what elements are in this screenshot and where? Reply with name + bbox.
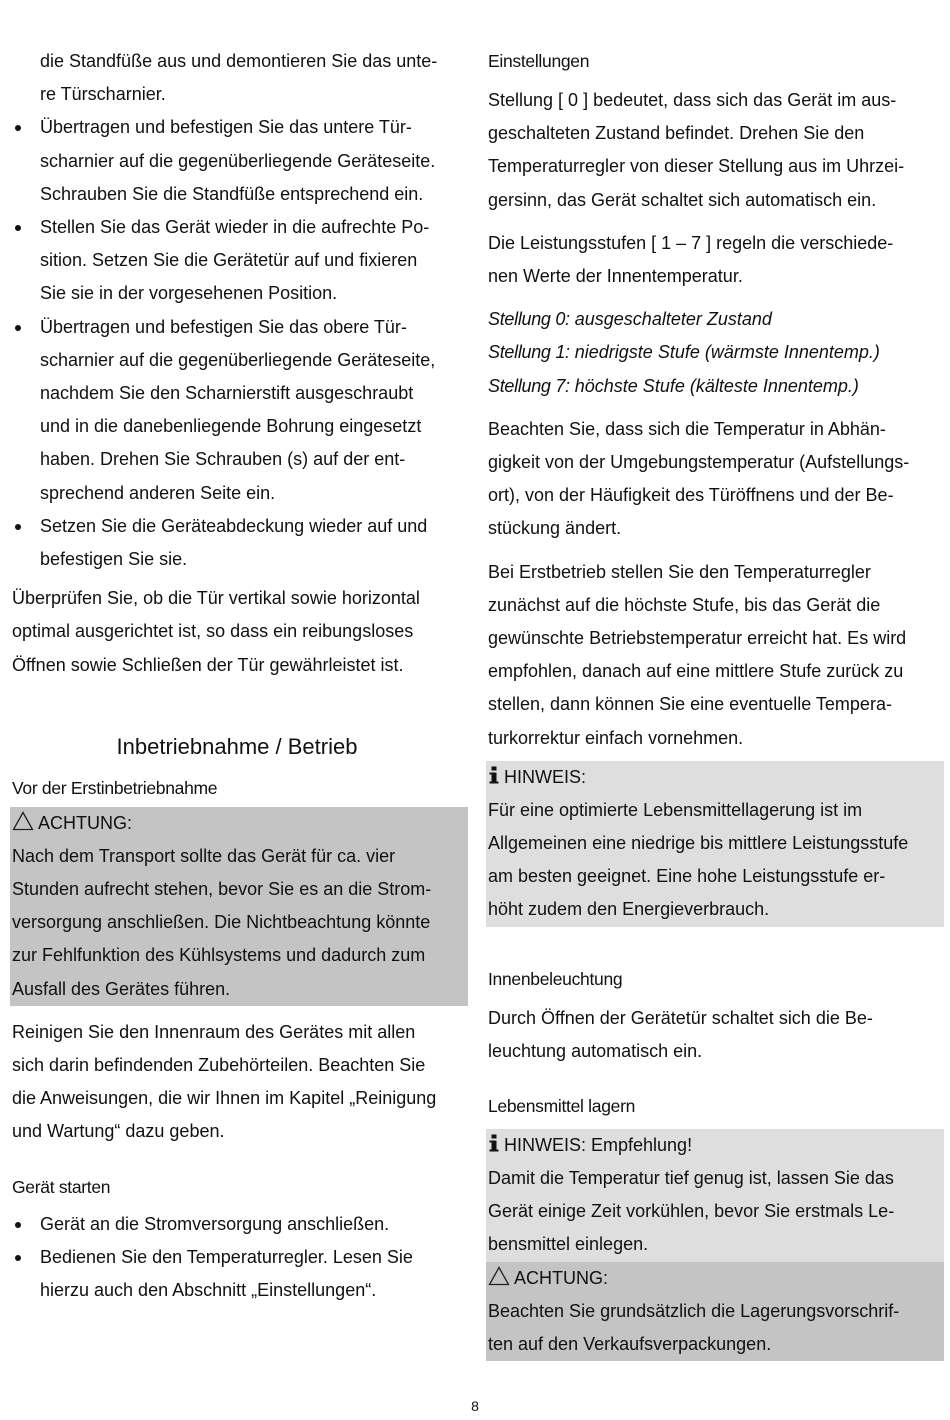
text-line: geschalteten Zustand befindet. Drehen Sie den (488, 123, 865, 144)
text-line: Stellung [ 0 ] bedeutet, dass sich das Gerät im aus- (488, 90, 897, 110)
warning-triangle-icon (12, 811, 34, 831)
text-line: Die Leistungsstufen [ 1 – 7 ] regeln die verschiede- (488, 232, 894, 253)
text-line: Öffnen sowie Schließen der Tür gewährleistet ist. (12, 654, 404, 675)
text-line: sich darin befindenden Zubehörteilen. Beachten Sie (12, 1055, 426, 1076)
text-line: gigkeit von der Umgebungstemperatur (Aufstellungs- (488, 452, 910, 473)
text-line: die Standfüße aus und demontieren Sie das unte- (40, 51, 438, 71)
list-item: Bedienen Sie den Temperaturregler. Lesen Sie (12, 1241, 466, 1274)
subheading-food-storage: Lebensmittel lagern (488, 1096, 636, 1117)
list-item: Setzen Sie die Geräteabdeckung wieder auf und (12, 510, 466, 543)
text-line: nachdem Sie den Scharnierstift ausgeschraubt (40, 383, 414, 404)
text-line: Reinigen Sie den Innenraum des Gerätes mit allen (12, 1021, 416, 1042)
text-line: befestigen Sie sie. (40, 549, 188, 570)
position-list (488, 303, 942, 403)
info-icon (488, 765, 500, 785)
position-label: Stellung 1: (488, 342, 570, 363)
text-line: zur Fehlfunktion des Kühlsystems und dadurch zum (12, 945, 426, 966)
text-line: stellen, dann können Sie eine eventuelle Tempera- (488, 694, 892, 715)
warning-box-transport (10, 807, 468, 1006)
settings-paragraph-2 (488, 227, 942, 293)
warning-text (12, 840, 466, 1006)
text-line: und in die danebenliegende Bohrung eingesetzt (40, 416, 422, 437)
text-line: Überprüfen Sie, ob die Tür vertikal sowie horizontal (12, 588, 420, 609)
text-line: gersinn, das Gerät schaltet sich automatisch ein. (488, 189, 877, 210)
subheading-start-device: Gerät starten (12, 1176, 111, 1197)
text-line: scharnier auf die gegenüberliegende Geräteseite. (40, 150, 436, 171)
text-line: nen Werte der Innentemperatur. (488, 266, 743, 287)
text-line: Sie sie in der vorgesehenen Position. (40, 283, 338, 304)
subheading-interior-light: Innenbeleuchtung (488, 968, 623, 989)
position-label: Stellung 7: (488, 375, 570, 396)
settings-paragraph-1 (488, 84, 942, 217)
text-line: scharnier auf die gegenüberliegende Geräteseite, (40, 349, 436, 370)
position-description: ausgeschalteter Zustand (569, 309, 772, 330)
hint-text (488, 794, 942, 927)
text-line: turkorrektur einfach vornehmen. (488, 727, 744, 748)
text-line: Beachten Sie grundsätzlich die Lagerungsvorschrif- (488, 1300, 900, 1321)
section-title: Inbetriebnahme / Betrieb (116, 733, 358, 759)
text-line: haben. Drehen Sie Schrauben (s) auf der ent- (40, 449, 406, 470)
position-item (488, 336, 942, 369)
text-line: die Anweisungen, die wir Ihnen im Kapitel „Reinigung (12, 1088, 437, 1109)
subheading-settings: Einstellungen (488, 51, 590, 71)
text-line: sprechend anderen Seite ein. (40, 482, 276, 503)
text-line: Beachten Sie, dass sich die Temperatur in Abhän- (488, 418, 886, 439)
text-line: Nach dem Transport sollte das Gerät für ca. vier (12, 845, 396, 866)
text-line: empfohlen, danach auf eine mittlere Stufe zurück zu (488, 661, 904, 682)
text-line: Schrauben Sie die Standfüße entsprechend ein. (40, 183, 424, 204)
text-line: versorgung anschließen. Die Nichtbeachtung könnte (12, 912, 431, 933)
text-line: re Türscharnier. (40, 84, 166, 105)
text-line: Durch Öffnen der Gerätetür schaltet sich die Be- (488, 1007, 873, 1028)
hint-box-storage (486, 761, 944, 927)
text-line: Bei Erstbetrieb stellen Sie den Temperaturregler (488, 561, 871, 582)
door-hinge-steps (12, 45, 466, 576)
text-line: optimal ausgerichtet ist, so dass ein reibungsloses (12, 621, 414, 642)
hint-text (488, 1162, 942, 1262)
position-description: niedrigste Stufe (wärmste Innentemp.) (569, 342, 880, 363)
list-item: Gerät an die Stromversorgung anschließen. (12, 1208, 466, 1241)
text-line: gewünschte Betriebstemperatur erreicht hat. Es wird (488, 628, 907, 649)
warning-text (488, 1295, 942, 1361)
list-item: Übertragen und befestigen Sie das obere Tür- (12, 311, 466, 344)
list-item: Stellen Sie das Gerät wieder in die aufrechte Po- (12, 211, 466, 244)
warning-title: ACHTUNG: (514, 1267, 608, 1288)
hint-title: HINWEIS: Empfehlung! (504, 1135, 693, 1156)
text-line: am besten geeignet. Eine hohe Leistungsstufe er- (488, 866, 886, 887)
text-line: Stunden aufrecht stehen, bevor Sie es an die Strom- (12, 879, 432, 900)
hint-title: HINWEIS: (504, 766, 587, 787)
text-line: ort), von der Häufigkeit des Türöffnens und der Be- (488, 485, 894, 506)
warning-title: ACHTUNG: (38, 812, 132, 833)
warning-box-packaging (486, 1262, 944, 1361)
info-icon (488, 1133, 500, 1153)
first-use-paragraph (488, 556, 942, 755)
text-line: Temperaturregler von dieser Stellung aus im Uhrzei- (488, 156, 905, 177)
start-device-steps (12, 1208, 466, 1308)
text-line: Ausfall des Gerätes führen. (12, 978, 231, 999)
text-line: zunächst auf die höchste Stufe, bis das Gerät die (488, 594, 881, 615)
text-line: sition. Setzen Sie die Gerätetür auf und fixieren (40, 250, 418, 271)
subheading-before-first-use: Vor der Erstinbetriebnahme (12, 777, 218, 798)
position-description: höchste Stufe (kälteste Innentemp.) (569, 375, 859, 396)
text-line: höht zudem den Energieverbrauch. (488, 899, 770, 920)
text-line: Allgemeinen eine niedrige bis mittlere Leistungsstufe (488, 833, 909, 854)
temperature-paragraph (488, 413, 942, 546)
cleaning-paragraph (12, 1016, 466, 1149)
text-line: leuchtung automatisch ein. (488, 1040, 703, 1061)
page-number: 8 (471, 1398, 479, 1414)
text-line: hierzu auch den Abschnitt „Einstellungen“. (40, 1280, 377, 1301)
text-line: stückung ändert. (488, 518, 622, 539)
left-column (12, 45, 466, 1307)
warning-triangle-icon (488, 1266, 510, 1286)
text-line: und Wartung“ dazu geben. (12, 1121, 225, 1142)
interior-light-paragraph (488, 1002, 942, 1068)
position-item (488, 303, 942, 336)
text-line: bensmittel einlegen. (488, 1234, 649, 1255)
text-line: Gerät einige Zeit vorkühlen, bevor Sie erstmals Le- (488, 1201, 895, 1222)
right-column (488, 45, 942, 1371)
door-alignment-paragraph (12, 582, 466, 682)
text-line: ten auf den Verkaufsverpackungen. (488, 1333, 772, 1354)
text-line: Damit die Temperatur tief genug ist, lassen Sie das (488, 1168, 894, 1189)
text-line: Für eine optimierte Lebensmittellagerung ist im (488, 799, 863, 820)
position-item (488, 370, 942, 403)
hint-box-precool (486, 1129, 944, 1262)
position-label: Stellung 0: (488, 309, 570, 330)
list-item: Übertragen und befestigen Sie das untere Tür- (12, 111, 466, 144)
